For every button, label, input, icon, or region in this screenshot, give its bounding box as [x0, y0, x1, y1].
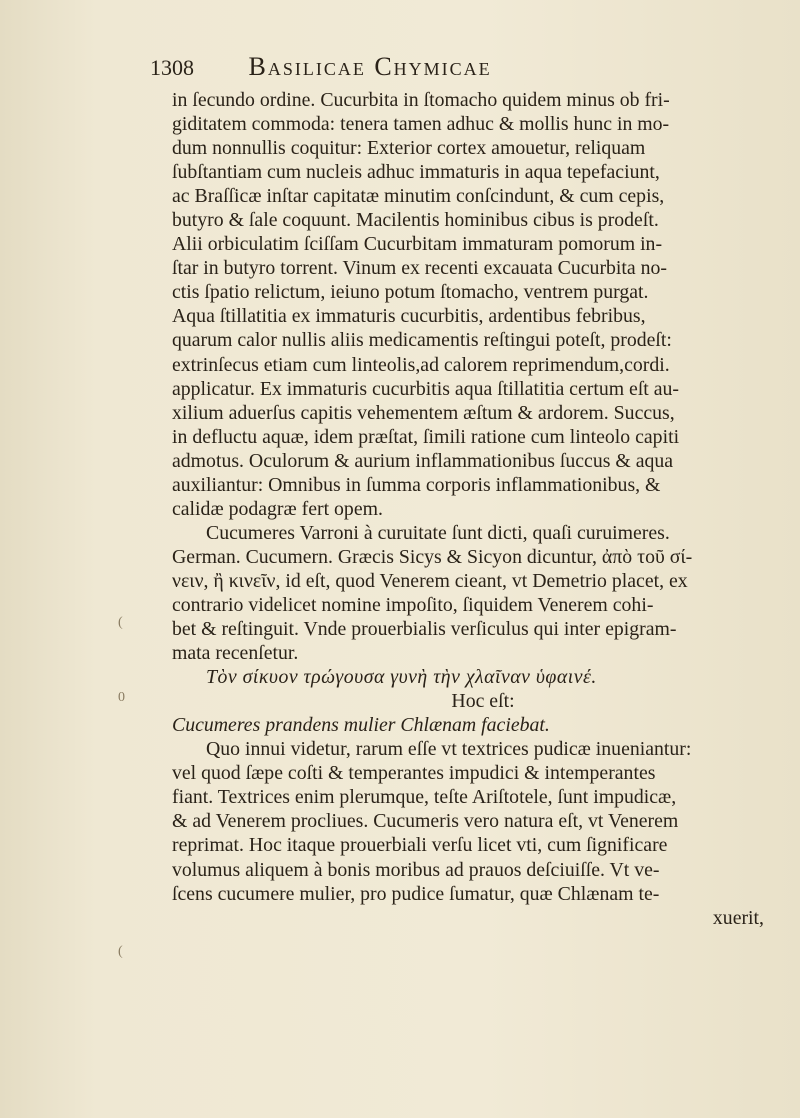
- text-line: in ſecundo ordine. Cucurbita in ſtomacho quidem minus ob fri-: [172, 89, 670, 111]
- latin-epigram: Cucumeres prandens mulier Chlænam faciebat.: [172, 714, 550, 737]
- margin-mark: (: [118, 944, 123, 959]
- text-line: ſubſtantiam cum nucleis adhuc immaturis in aqua tepefaciunt,: [172, 161, 660, 184]
- text-line: applicatur. Ex immaturis cucurbitis aqua ſtillatitia certum eſt au-: [172, 377, 680, 400]
- text-line: ctis ſpatio relictum, ieiuno potum ſtomacho, ventrem purgat.: [172, 281, 649, 304]
- text-line: calidæ podagræ fert opem.: [172, 497, 383, 520]
- greek-epigram: Τὸν σίκυον τρώγουσα γυνὴ τὴν χλαῖναν ὑφαινέ.: [206, 666, 597, 689]
- catchword: xuerit,: [712, 906, 764, 929]
- text-line: Cucumeres Varroni à curuitate ſunt dicti, quaſi curuimeres.: [206, 521, 670, 544]
- text-line: ſcens cucumere mulier, pro pudice ſumatur, quæ Chlænam te-: [172, 882, 660, 905]
- text-line: ſtar in butyro torrent. Vinum ex recenti excauata Cucurbita no-: [172, 257, 668, 280]
- running-title: Basilicae Chymicae: [248, 52, 492, 81]
- text-line: contrario videlicet nomine impoſito, ſiquidem Venerem cohi-: [172, 593, 654, 616]
- body-text: [172, 88, 794, 930]
- page-number: 1308: [150, 55, 194, 80]
- text-line: admotus. Oculorum & aurium inflammationibus ſuccus & aqua: [172, 449, 674, 472]
- text-line: Alii orbiculatim ſciſſam Cucurbitam immaturam pomorum in-: [172, 233, 663, 256]
- text-line: Aqua ſtillatitia ex immaturis cucurbitis, ardentibus febribus,: [172, 305, 646, 328]
- text-line: extrinſecus etiam cum linteolis,ad calorem reprimendum,cordi.: [172, 353, 670, 376]
- text-line: ac Braſſicæ inſtar capitatæ minutim conſcindunt, & cum cepis,: [172, 185, 665, 208]
- text-line: butyro & ſale coquunt. Macilentis hominibus cibus is prodeſt.: [172, 209, 659, 232]
- text-line: giditatem commoda: tenera tamen adhuc & mollis hunc in mo-: [172, 113, 670, 136]
- text-line: auxiliantur: Omnibus in ſumma corporis inflammationibus, &: [172, 473, 661, 496]
- text-line: νειν, ἢ κινεῖν, id eſt, quod Venerem cieant, vt Demetrio placet, ex: [172, 569, 688, 592]
- text-line: in defluctu aquæ, idem præſtat, ſimili ratione cum linteolo capiti: [172, 425, 680, 448]
- text-line: & ad Venerem procliues. Cucumeris vero natura eſt, vt Venerem: [172, 810, 679, 833]
- text-line: fiant. Textrices enim plerumque, teſte Ariſtotele, ſunt impudicæ,: [172, 786, 677, 809]
- text-line: volumus aliquem à bonis moribus ad prauos deſciuiſſe. Vt ve-: [172, 858, 660, 881]
- margin-mark: (: [118, 615, 123, 630]
- text-line: Quo innui videtur, rarum eſſe vt textrices pudicæ inueniantur:: [206, 738, 692, 761]
- text-line: German. Cucumern. Græcis Sicys & Sicyon dicuntur, ἀπὸ τοῦ σί-: [172, 545, 693, 568]
- text-line: xilium aduerſus capitis vehementem æſtum & ardorem. Succus,: [172, 401, 675, 424]
- text-line: quarum calor nullis aliis medicamentis reſtingui poteſt, prodeſt:: [172, 329, 672, 352]
- margin-mark: 0: [118, 690, 125, 705]
- running-header: [150, 52, 492, 83]
- text-line: vel quod ſæpe coſti & temperantes impudici & intemperantes: [172, 762, 656, 785]
- text-line: reprimat. Hoc itaque prouerbiali verſu licet vti, cum ſignificare: [172, 834, 668, 857]
- text-line: dum nonnullis coquitur: Exterior cortex amouetur, reliquam: [172, 137, 646, 160]
- text-line: mata recenſetur.: [172, 642, 299, 665]
- text-line: bet & reſtinguit. Vnde prouerbialis verſiculus qui inter epigram-: [172, 618, 677, 641]
- text-line: Hoc eſt:: [451, 690, 515, 713]
